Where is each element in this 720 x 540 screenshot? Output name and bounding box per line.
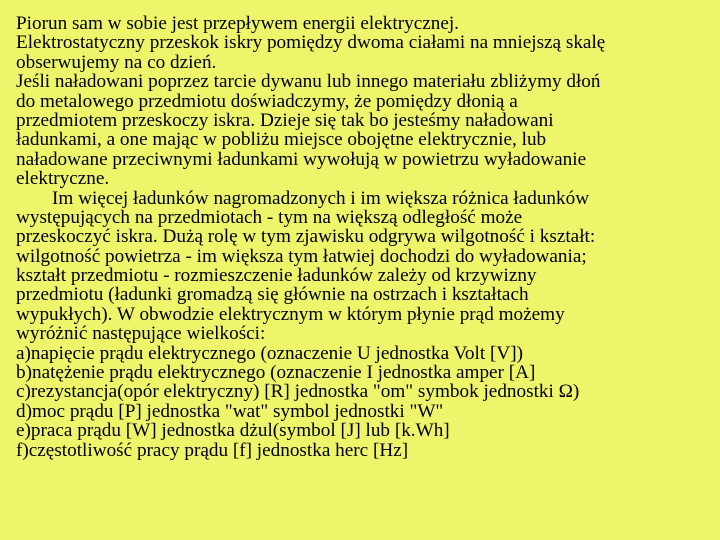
text-line: Elektrostatyczny przeskok iskry pomiędzy dwoma ciałami na mniejszą skalę	[16, 32, 606, 54]
text-line: naładowane przeciwnymi ładunkami wywołują w powietrzu wyładowanie	[16, 148, 587, 170]
paragraph-indented-line: Im więcej ładunków nagromadzonych i im większa różnica ładunków	[52, 187, 590, 209]
list-item-power: d)moc prądu [P] jednostka "wat" symbol jednostki "W"	[16, 400, 444, 422]
text-line: Jeśli naładowani poprzez tarcie dywanu lub innego materiału zbliżymy dłoń	[16, 71, 601, 93]
text-line: przeskoczyć iskra. Dużą rolę w tym zjawisku odgrywa wilgotność i kształt:	[16, 226, 596, 248]
text-line: wilgotność powietrza - im większa tym łatwiej dochodzi do wyładowania;	[16, 245, 587, 267]
text-line: obserwujemy na co dzień.	[16, 51, 217, 73]
text-line: przedmiotem przeskoczy iskra. Dzieje się tak bo jesteśmy naładowani	[16, 109, 554, 131]
text-line: wypukłych). W obwodzie elektrycznym w którym płynie prąd możemy	[16, 303, 565, 325]
list-item-resistance: c)rezystancja(opór elektryczny) [R] jednostka "om" symbok jednostki Ω)	[16, 381, 580, 403]
text-line: przedmiotu (ładunki gromadzą się głównie na ostrzach i kształtach	[16, 284, 529, 306]
text-line: do metalowego przedmiotu doświadczymy, że pomiędzy dłonią a	[16, 90, 518, 112]
text-line: Piorun sam w sobie jest przepływem energii elektrycznej.	[16, 13, 459, 34]
list-item-voltage: a)napięcie prądu elektrycznego (oznaczenie U jednostka Volt [V])	[16, 342, 523, 364]
text-line: kształt przedmiotu - rozmieszczenie ładunków zależy od krzywizny	[16, 265, 537, 287]
list-item-current: b)natężenie prądu elektrycznego (oznaczenie I jednostka amper [A]	[16, 362, 536, 384]
list-item-frequency: f)częstotliwość pracy prądu [f] jednostka herc [Hz]	[16, 439, 409, 461]
slide-text-block	[16, 14, 712, 460]
text-line: wyróżnić następujące wielkości:	[16, 323, 266, 345]
text-line: występujących na przedmiotach - tym na większą odległość może	[16, 206, 523, 228]
list-item-work: e)praca prądu [W] jednostka dżul(symbol [J] lub [k.Wh]	[16, 420, 450, 442]
text-line: elektryczne.	[16, 168, 110, 190]
text-line: ładunkami, a one mając w pobliżu miejsce obojętne elektrycznie, lub	[16, 129, 547, 151]
